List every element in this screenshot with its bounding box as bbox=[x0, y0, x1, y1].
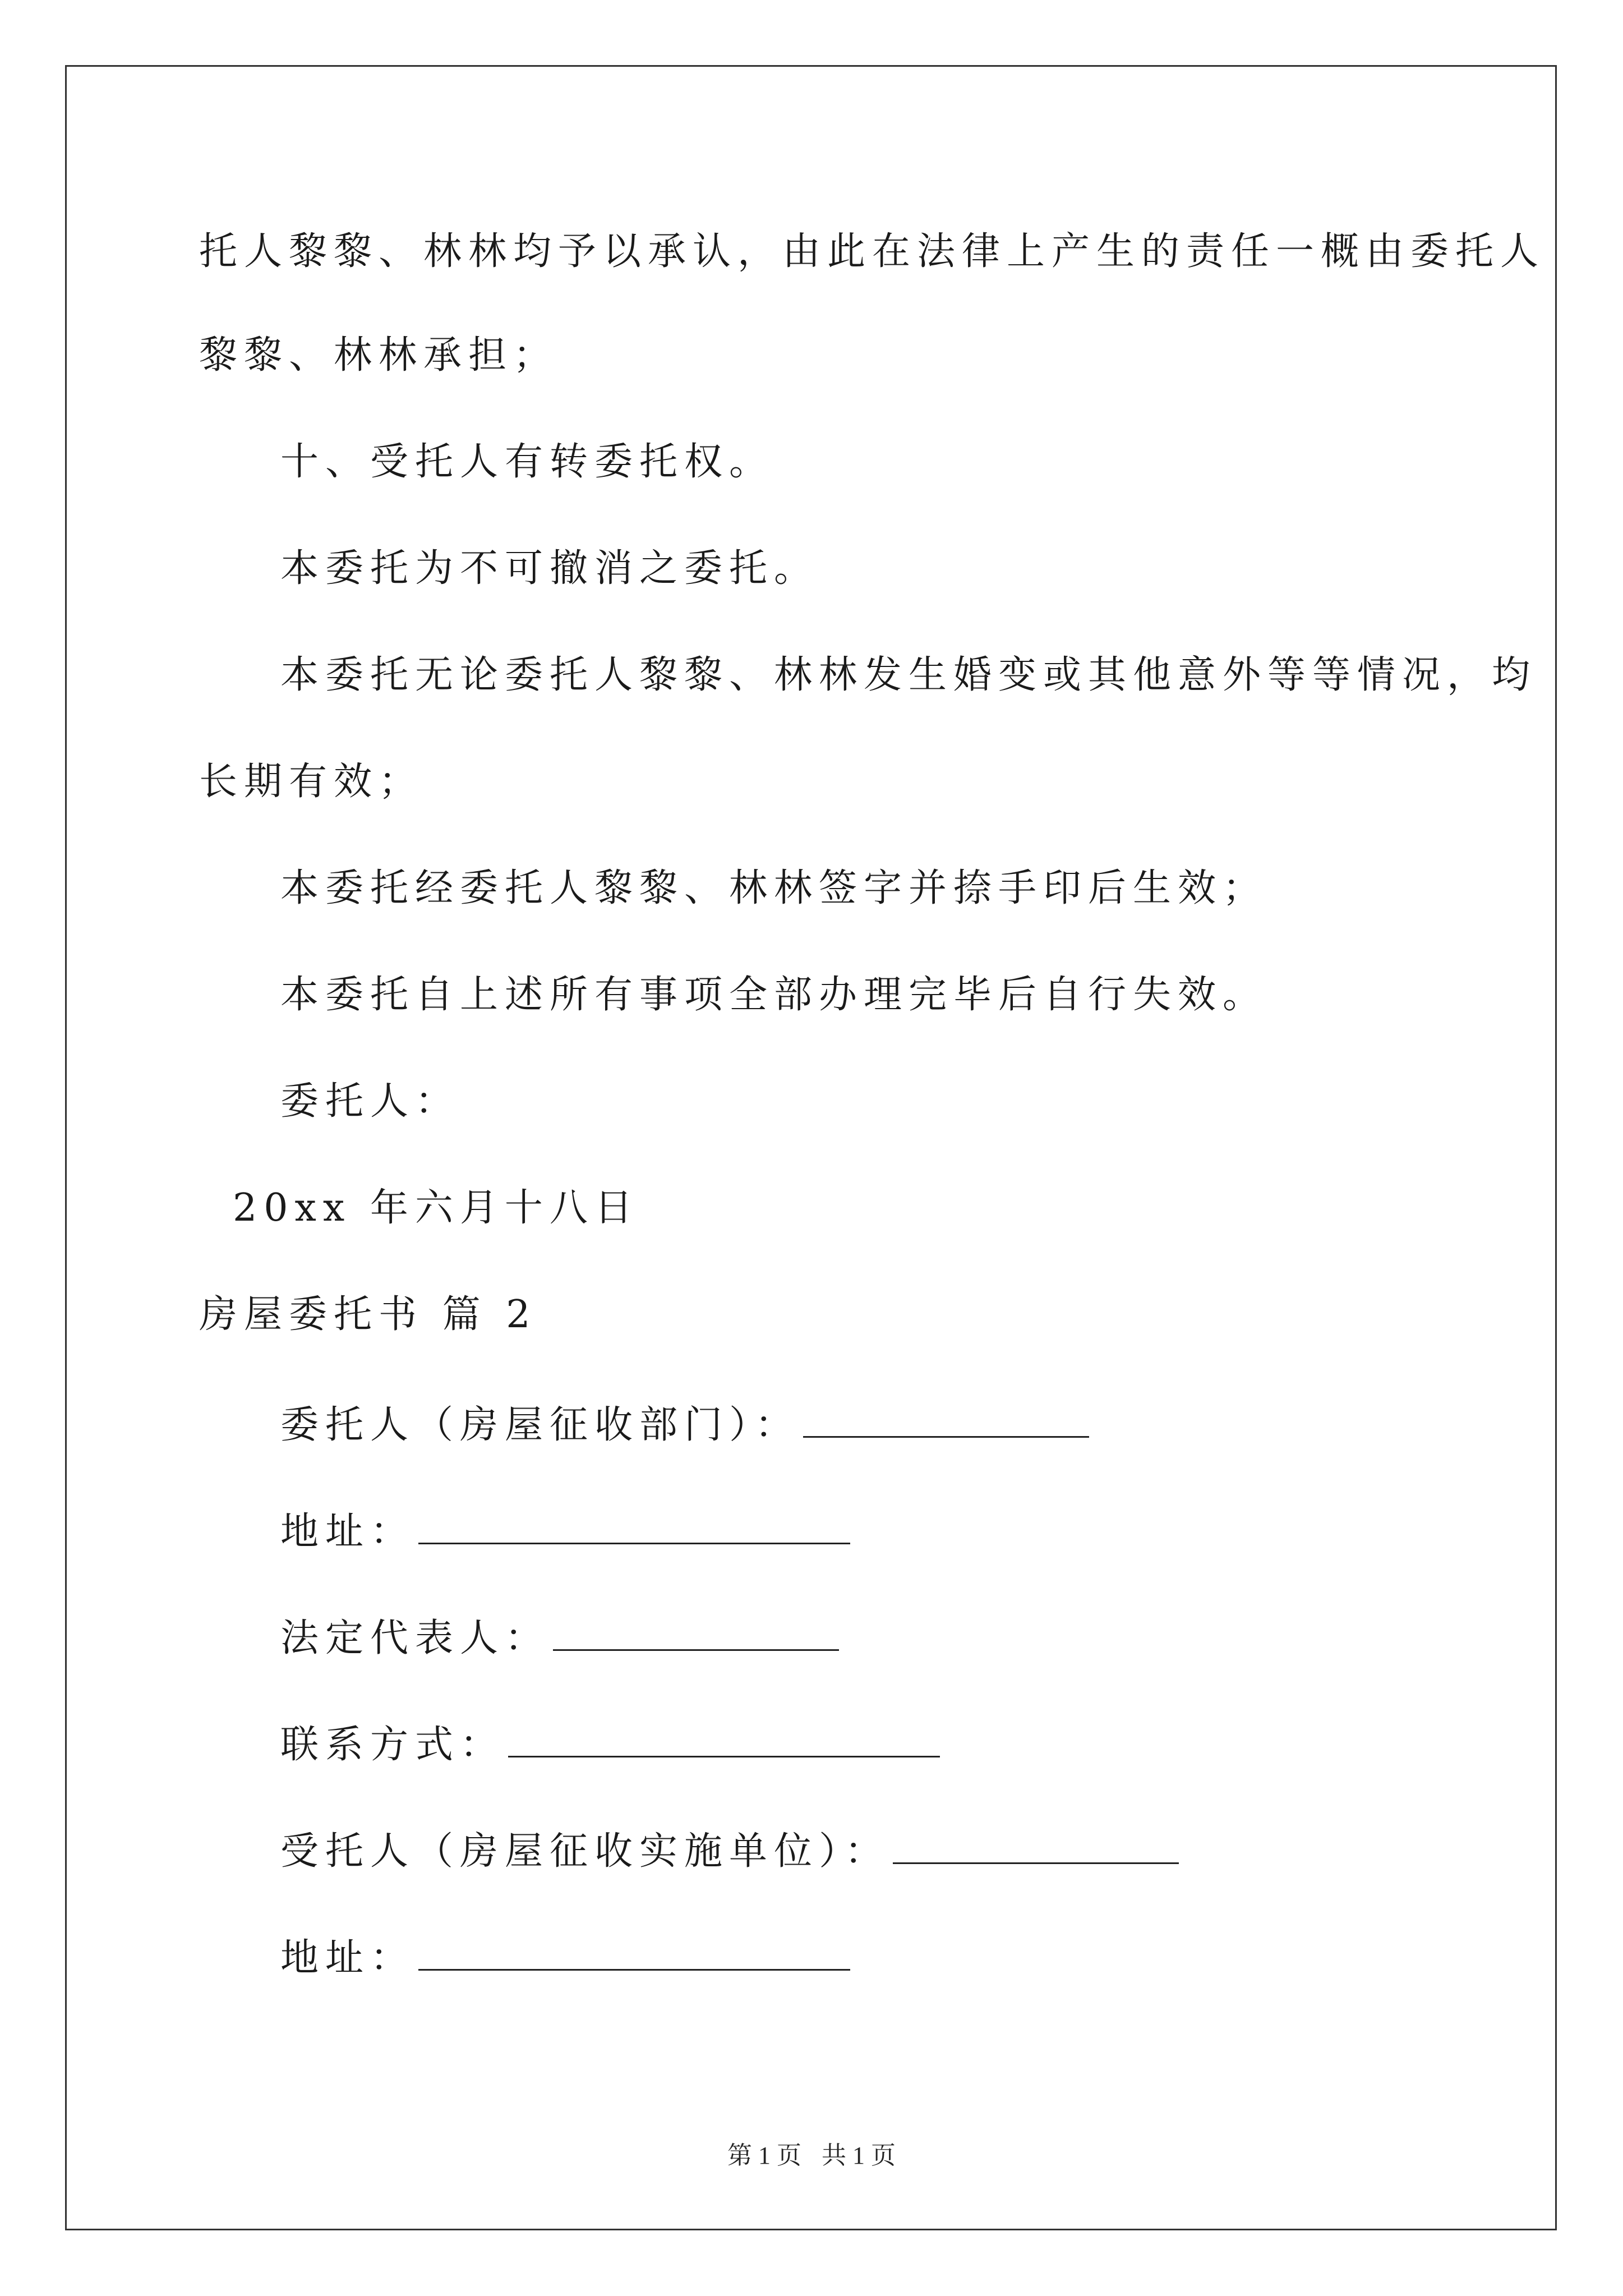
field-label: 委托人（房屋征收部门）： bbox=[280, 1403, 800, 1447]
page-total: 共 1 页 bbox=[822, 2142, 896, 2169]
blank-line[interactable] bbox=[553, 1616, 839, 1651]
form-field bbox=[280, 1509, 850, 1554]
paragraph-line: 本委托自上述所有事项全部办理完毕后自行失效。 bbox=[280, 973, 1268, 1017]
date-line: 20xx 年六月十八日 bbox=[233, 1186, 639, 1230]
paragraph-line: 托人黎黎、林林均予以承认，由此在法律上产生的责任一概由委托人 bbox=[199, 229, 1546, 274]
blank-line[interactable] bbox=[803, 1402, 1089, 1438]
section-heading: 房屋委托书 篇 2 bbox=[199, 1292, 537, 1337]
signature-label: 委托人： bbox=[280, 1079, 460, 1124]
field-label: 受托人（房屋征收实施单位）： bbox=[280, 1829, 890, 1874]
blank-line[interactable] bbox=[508, 1722, 940, 1757]
field-label: 地址： bbox=[280, 1936, 416, 1980]
paragraph-line: 本委托经委托人黎黎、林林签字并捺手印后生效； bbox=[280, 866, 1268, 910]
blank-line[interactable] bbox=[893, 1829, 1179, 1864]
paragraph-line: 本委托无论委托人黎黎、林林发生婚变或其他意外等等情况，均 bbox=[280, 653, 1537, 697]
form-field bbox=[280, 1402, 1089, 1447]
paragraph-line: 十、受托人有转委托权。 bbox=[280, 440, 774, 484]
paragraph-line: 长期有效； bbox=[199, 760, 424, 804]
blank-line[interactable] bbox=[418, 1509, 850, 1544]
field-label: 联系方式： bbox=[280, 1723, 505, 1767]
field-label: 地址： bbox=[280, 1510, 416, 1554]
page-border bbox=[65, 65, 1557, 2230]
page-number: 第 1 页 bbox=[727, 2142, 801, 2169]
form-field bbox=[280, 1935, 850, 1980]
form-field bbox=[280, 1829, 1179, 1874]
form-field bbox=[280, 1722, 940, 1767]
form-field bbox=[280, 1616, 839, 1658]
field-label: 法定代表人： bbox=[280, 1616, 550, 1660]
paragraph-line: 本委托为不可撤消之委托。 bbox=[280, 546, 819, 591]
paragraph-line: 黎黎、林林承担； bbox=[199, 333, 559, 378]
page-footer bbox=[0, 2135, 1623, 2171]
blank-line[interactable] bbox=[418, 1935, 850, 1971]
